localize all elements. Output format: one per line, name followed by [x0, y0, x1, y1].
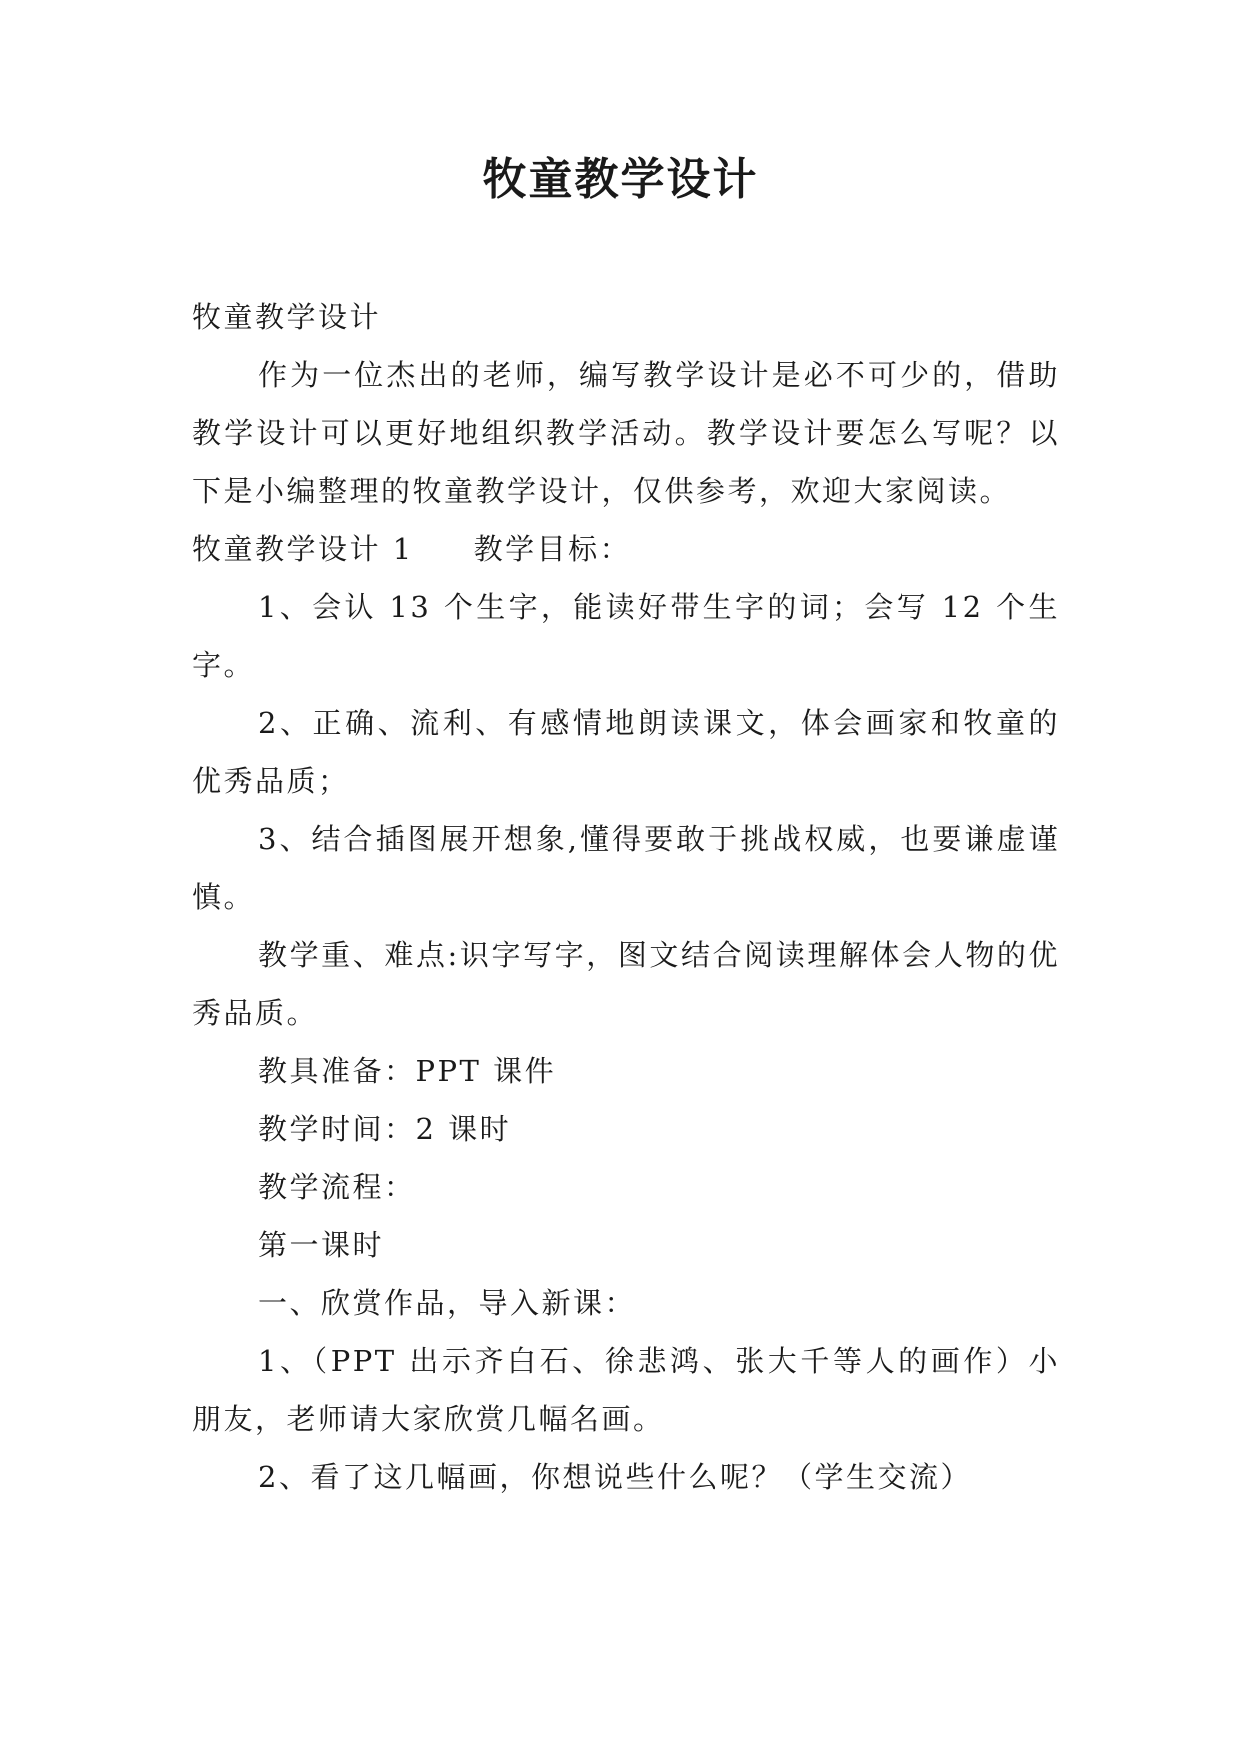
paragraph-materials: 教具准备：PPT 课件 [258, 1054, 557, 1088]
paragraph-process: 教学流程： [258, 1170, 416, 1204]
paragraph-step-1-2: 2、看了这几幅画，你想说些什么呢？（学生交流） [258, 1460, 972, 1494]
paragraph-time: 教学时间：2 课时 [258, 1112, 512, 1146]
section-title: 牧童教学设计 1 [192, 532, 414, 566]
paragraph-section-heading [192, 520, 1060, 578]
paragraph-heading: 牧童教学设计 [192, 300, 382, 334]
paragraph-step-1: 一、欣赏作品，导入新课： [258, 1286, 637, 1320]
paragraph-lesson-1: 第一课时 [258, 1228, 385, 1262]
paragraph-step-1-1: 1、（PPT 出示齐白石、徐悲鸿、张大千等人的画作）小朋友，老师请大家欣赏几幅名画。 [192, 1344, 1060, 1436]
section-subtitle: 教学目标： [473, 532, 632, 566]
paragraph-goal-2: 2、正确、流利、有感情地朗读课文，体会画家和牧童的优秀品质； [192, 706, 1060, 798]
paragraph-goal-3: 3、结合插图展开想象,懂得要敢于挑战权威，也要谦虚谨慎。 [192, 822, 1060, 914]
paragraph-intro: 作为一位杰出的老师，编写教学设计是必不可少的，借助教学设计可以更好地组织教学活动。教学设计要怎么写呢？以下是小编整理的牧童教学设计，仅供参考，欢迎大家阅读。 [192, 358, 1060, 508]
document-body [192, 288, 1060, 1506]
paragraph-key-points: 教学重、难点:识字写字，图文结合阅读理解体会人物的优秀品质。 [192, 938, 1060, 1030]
document-title: 牧童教学设计 [482, 154, 759, 205]
paragraph-goal-1: 1、会认 13 个生字，能读好带生字的词；会写 12 个生字。 [192, 590, 1060, 682]
